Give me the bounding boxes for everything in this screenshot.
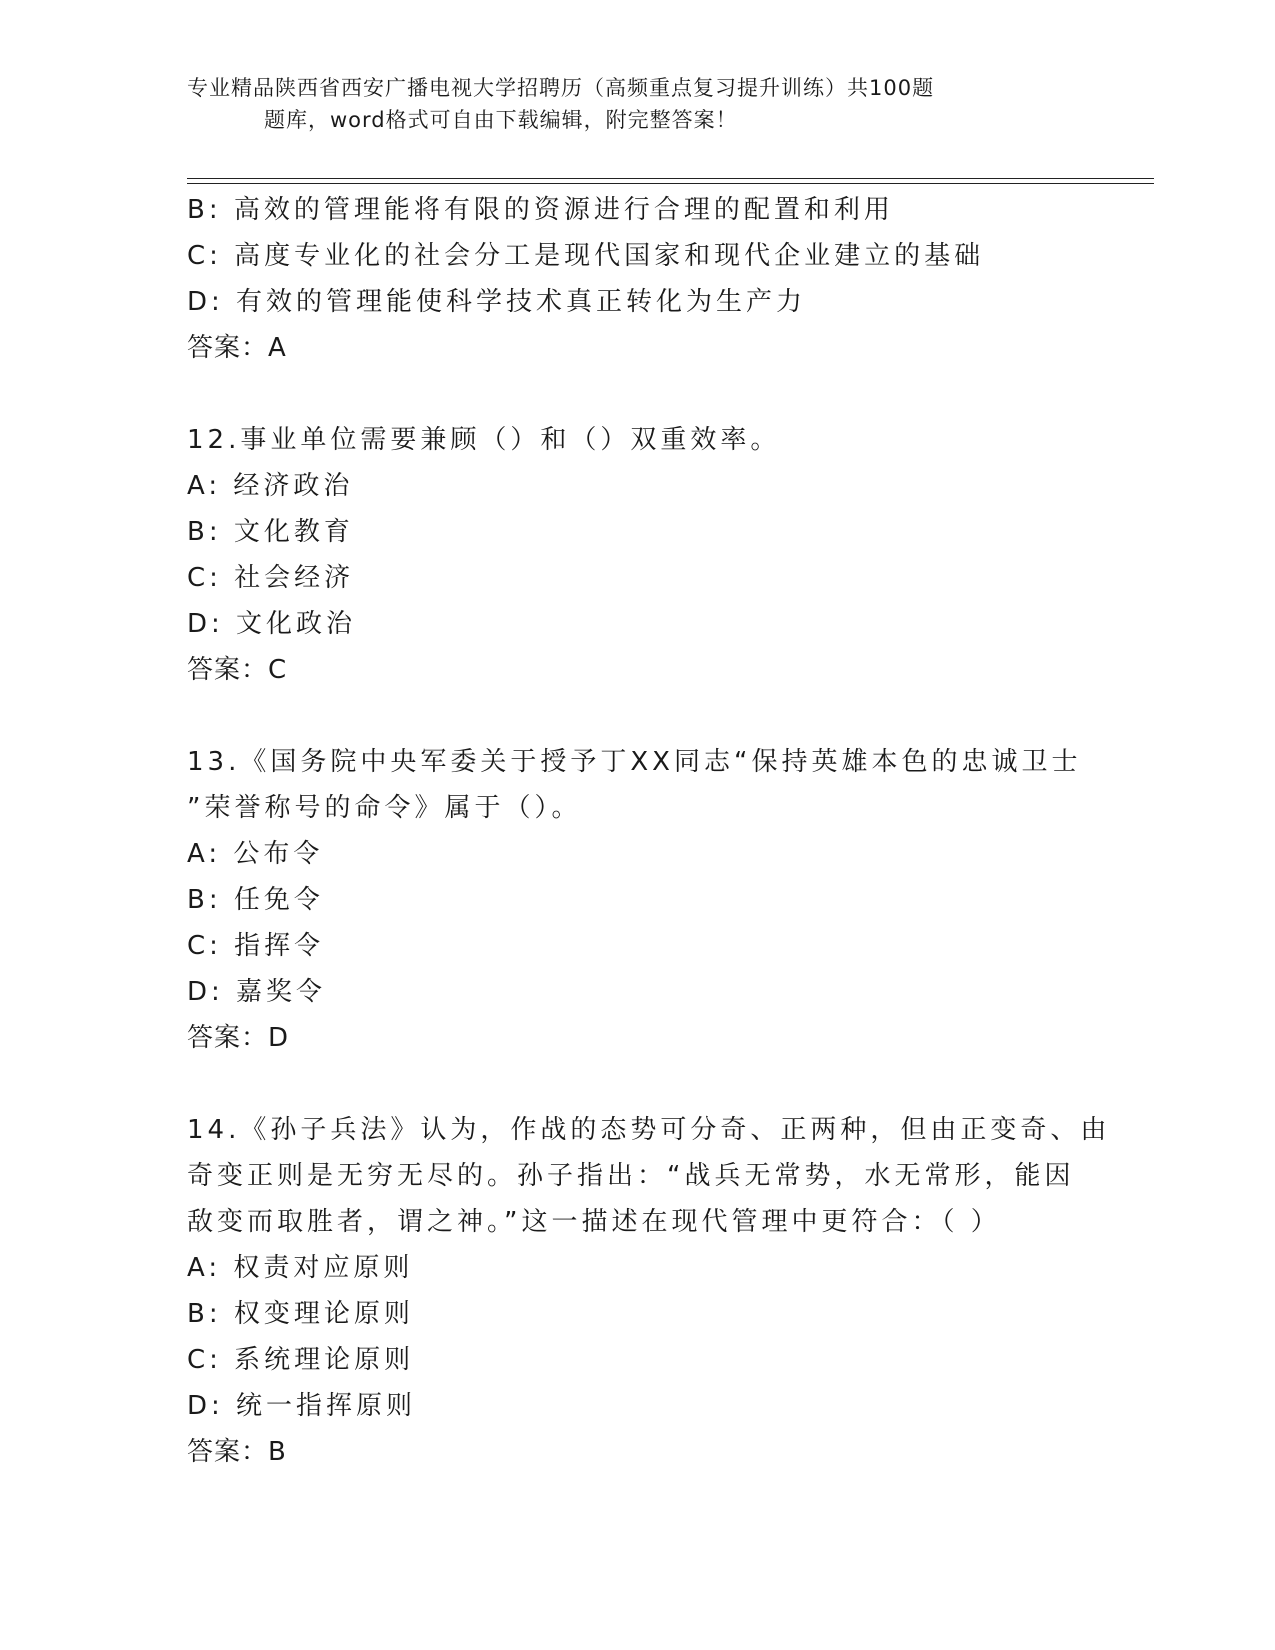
answer-line: 答案：D bbox=[187, 1023, 290, 1053]
question-stem-line-1: 13.《国务院中央军委关于授予丁XX同志“保持英雄本色的忠诚卫士 bbox=[187, 747, 1082, 777]
answer-line: 答案：A bbox=[187, 333, 287, 363]
question-stem-line-2: ”荣誉称号的命令》属于（）。 bbox=[187, 793, 582, 823]
question-11-carryover bbox=[187, 187, 1087, 371]
question-13 bbox=[187, 739, 1087, 1061]
option-d: D: 有效的管理能使科学技术真正转化为生产力 bbox=[187, 287, 807, 317]
question-spacer bbox=[187, 693, 1087, 739]
header-divider-top bbox=[187, 178, 1154, 179]
option-b: B: 权变理论原则 bbox=[187, 1299, 414, 1329]
header-title-line-1: 专业精品陕西省西安广播电视大学招聘历（高频重点复习提升训练）共100题 bbox=[187, 76, 935, 100]
question-spacer bbox=[187, 1061, 1087, 1107]
question-14 bbox=[187, 1107, 1111, 1475]
question-stem: 12.事业单位需要兼顾（）和（）双重效率。 bbox=[187, 425, 781, 455]
option-d: D: 统一指挥原则 bbox=[187, 1391, 417, 1421]
answer-line: 答案：C bbox=[187, 655, 288, 685]
option-d: D: 文化政治 bbox=[187, 609, 357, 639]
option-c: C: 高度专业化的社会分工是现代国家和现代企业建立的基础 bbox=[187, 241, 985, 271]
question-list bbox=[187, 187, 1111, 1475]
option-a: A: 经济政治 bbox=[187, 471, 354, 501]
question-12 bbox=[187, 417, 1087, 693]
question-stem-line-1: 14.《孙子兵法》认为，作战的态势可分奇、正两种，但由正变奇、由 bbox=[187, 1115, 1111, 1145]
option-b: B: 高效的管理能将有限的资源进行合理的配置和利用 bbox=[187, 195, 894, 225]
header-divider-bottom bbox=[187, 183, 1154, 184]
option-c: C: 系统理论原则 bbox=[187, 1345, 415, 1375]
question-stem-line-3: 敌变而取胜者，谓之神。”这一描述在现代管理中更符合：（ ） bbox=[187, 1207, 1001, 1237]
question-spacer bbox=[187, 371, 1087, 417]
option-c: C: 指挥令 bbox=[187, 931, 325, 961]
option-c: C: 社会经济 bbox=[187, 563, 355, 593]
question-stem-line-2: 奇变正则是无穷无尽的。孙子指出：“战兵无常势，水无常形，能因 bbox=[187, 1161, 1075, 1191]
option-a: A: 公布令 bbox=[187, 839, 324, 869]
option-a: A: 权责对应原则 bbox=[187, 1253, 414, 1283]
answer-line: 答案：B bbox=[187, 1437, 287, 1467]
option-b: B: 任免令 bbox=[187, 885, 324, 915]
option-d: D: 嘉奖令 bbox=[187, 977, 327, 1007]
header-title-line-2: 题库，word格式可自由下载编辑，附完整答案！ bbox=[264, 108, 738, 132]
option-b: B: 文化教育 bbox=[187, 517, 354, 547]
